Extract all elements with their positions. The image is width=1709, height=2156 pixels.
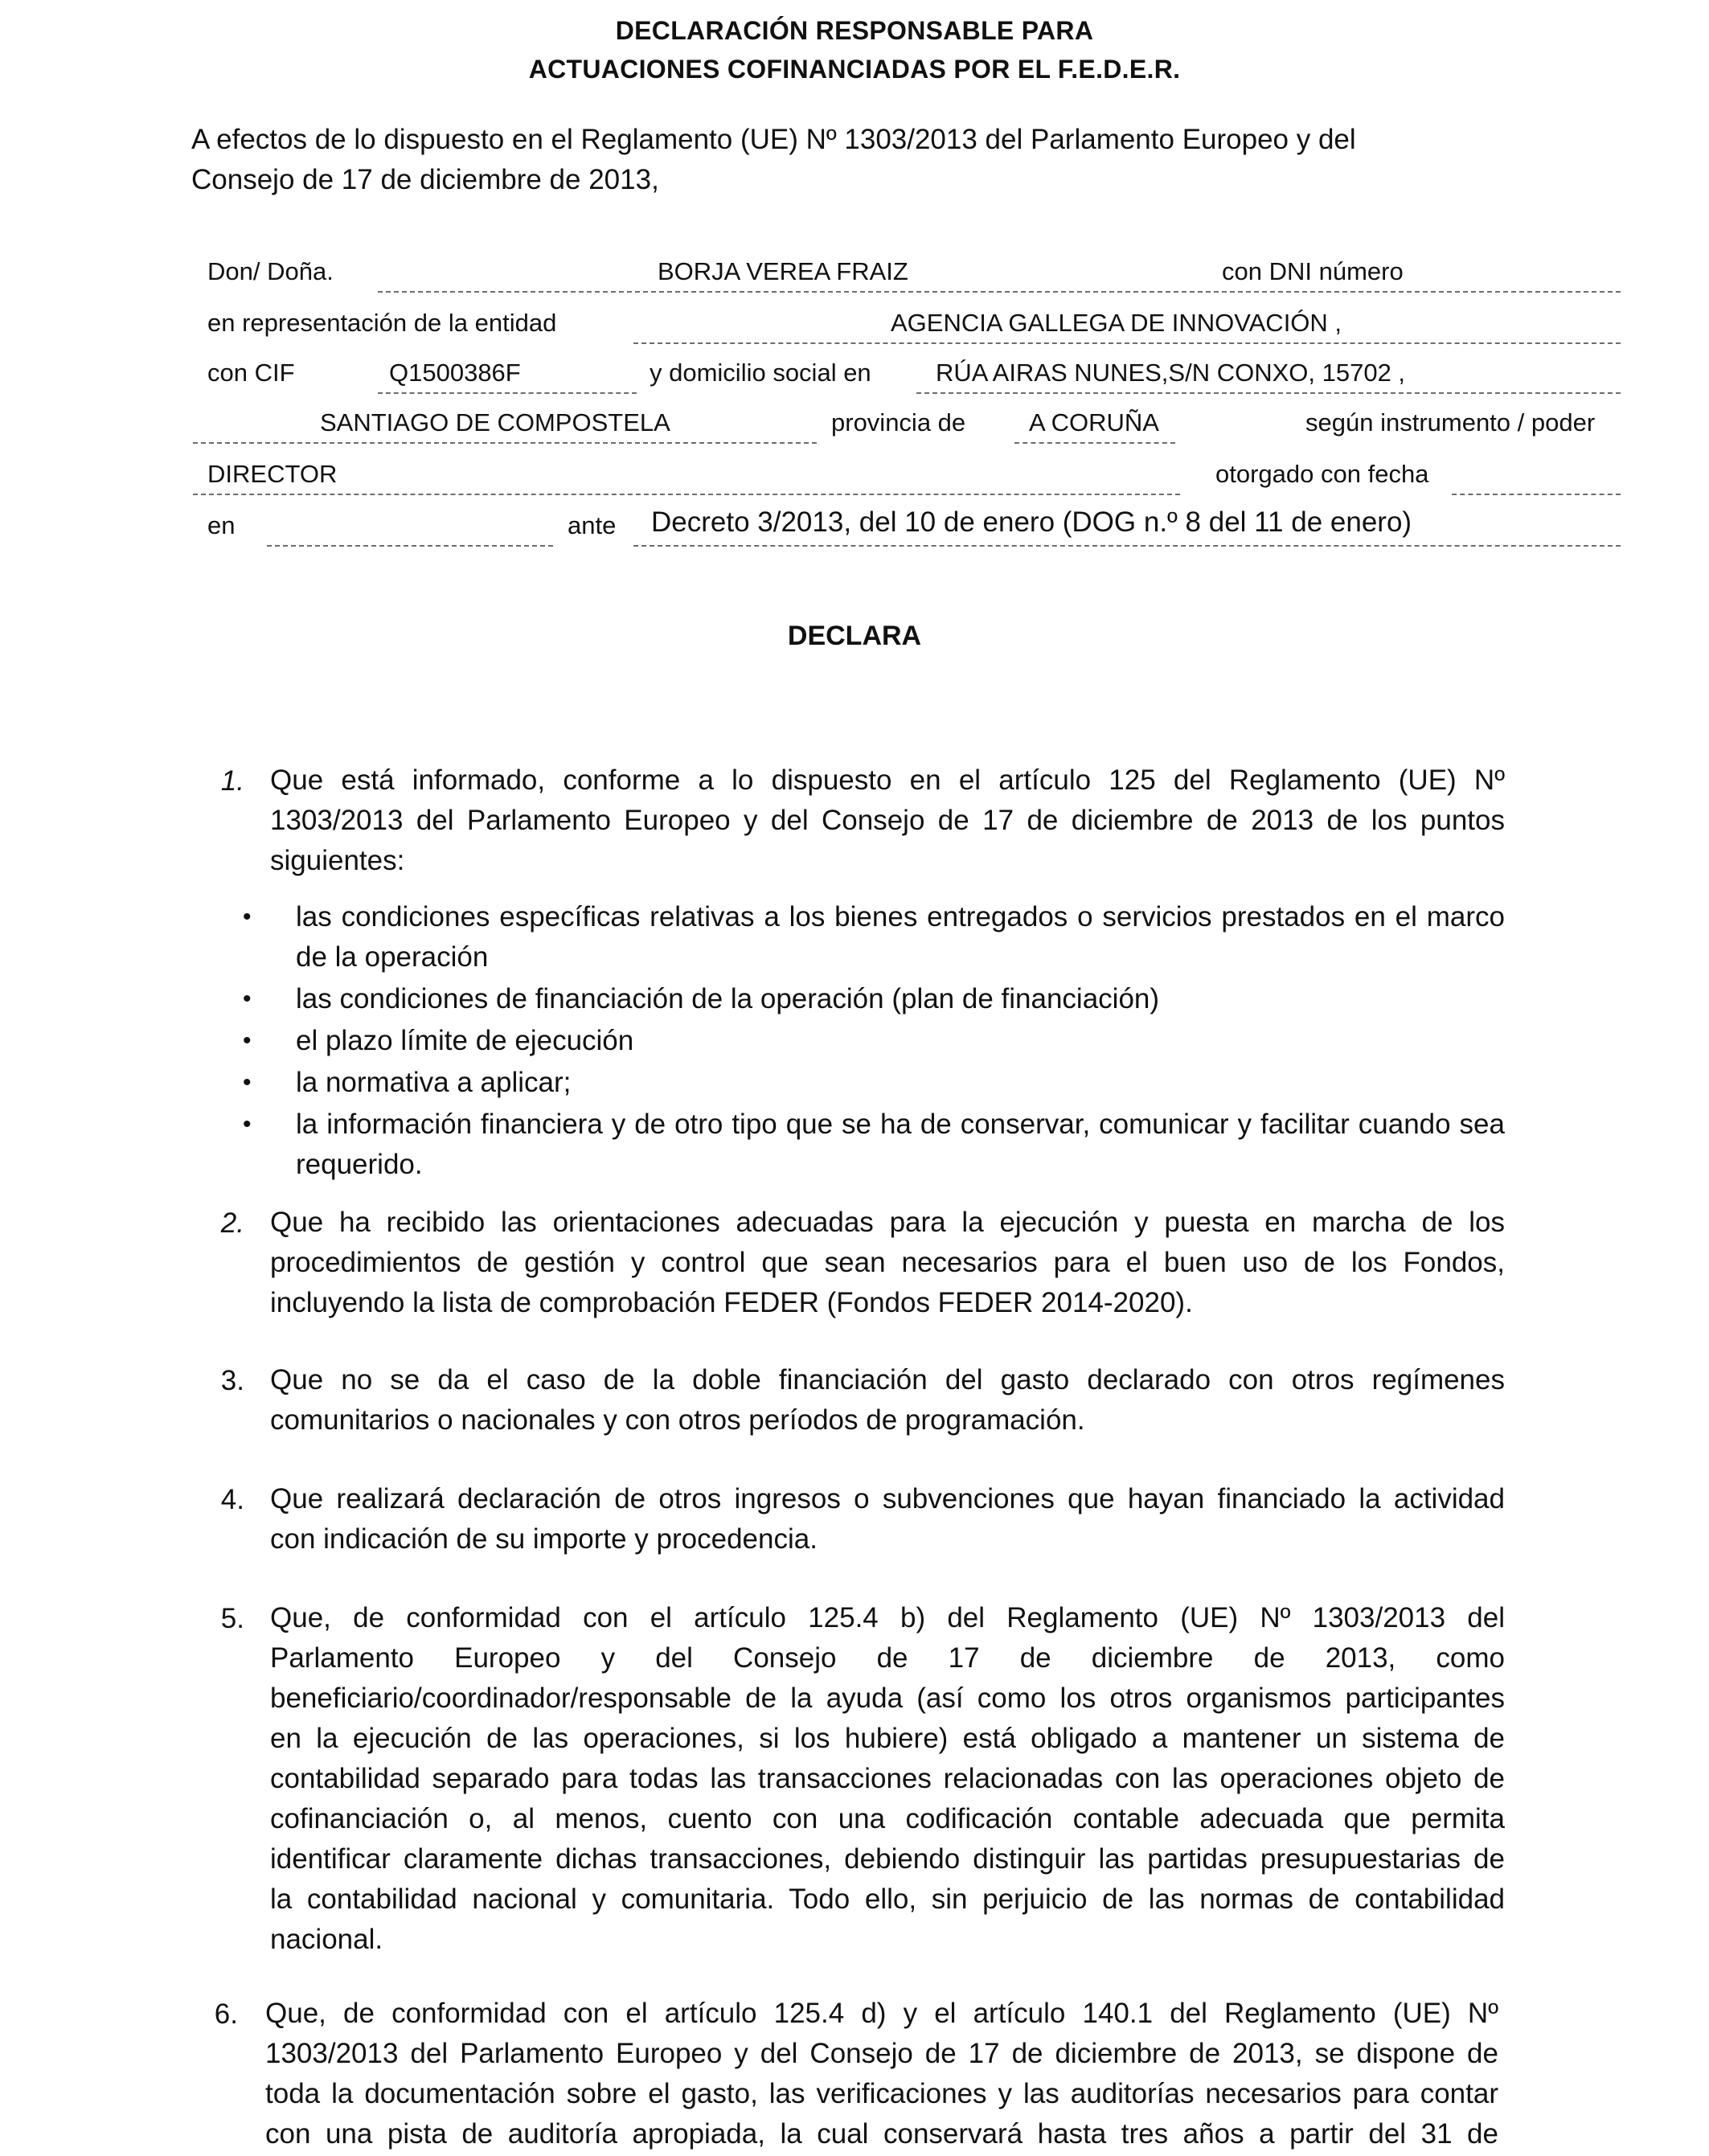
item-text-line: incluyendo la lista de comprobación FEDER (Fondos FEDER 2014-2020). xyxy=(270,1287,1193,1318)
bullet-item: las condiciones específicas relativas a los bienes entregados o servicios prestados en el marco de la operación xyxy=(296,901,1505,973)
item-number: 5. xyxy=(220,1603,244,1634)
city-underline xyxy=(193,442,817,444)
item-text-line: nacional. xyxy=(270,1924,383,1955)
item-text-line: cofinanciación o, al menos, cuento con una codificación contable adecuada que permita xyxy=(270,1803,1505,1834)
address-underline xyxy=(916,392,1621,394)
entity-underline xyxy=(633,342,1621,344)
item-text-line: Que está informado, conforme a lo dispuesto en el artículo 125 del Reglamento (UE) Nº xyxy=(270,764,1505,796)
declarant-name-field[interactable]: BORJA VEREA FRAIZ xyxy=(658,257,908,285)
item-text-line: la contabilidad nacional y comunitaria. Todo ello, sin perjuicio de las normas de contabilidad xyxy=(270,1883,1505,1915)
item-text-line: Que ha recibido las orientaciones adecuadas para la ejecución y puesta en marcha de los xyxy=(270,1207,1505,1238)
intro-line-1: A efectos de lo dispuesto en el Reglamento (UE) Nº 1303/2013 del Parlamento Europeo y del xyxy=(191,124,1356,155)
address-field[interactable]: RÚA AIRAS NUNES,S/N CONXO, 15702 , xyxy=(936,359,1406,387)
item-text-line: Parlamento Europeo y del Consejo de 17 de diciembre de 2013, como xyxy=(270,1642,1505,1674)
entity-field[interactable]: AGENCIA GALLEGA DE INNOVACIÓN , xyxy=(891,309,1342,337)
cif-field[interactable]: Q1500386F xyxy=(389,359,521,387)
place-underline[interactable] xyxy=(267,545,553,547)
item-text-line: 1303/2013 del Parlamento Europeo y del Consejo de 17 de diciembre de 2013 de los puntos xyxy=(270,805,1505,836)
granted-date-underline[interactable] xyxy=(1452,494,1621,495)
domicile-label: y domicilio social en xyxy=(650,359,871,387)
bullet-icon: • xyxy=(243,904,252,930)
province-field[interactable]: A CORUÑA xyxy=(1029,408,1159,437)
cif-label: con CIF xyxy=(207,359,295,387)
item-text-line: con una pista de auditoría apropiada, la cual conservará hasta tres años a partir del 31 de xyxy=(265,2118,1498,2150)
doc-title-line-2: ACTUACIONES COFINANCIADAS POR EL F.E.D.E.R. xyxy=(528,55,1181,84)
bullet-item: el plazo límite de ejecución xyxy=(296,1025,634,1056)
bullet-item: la información financiera y de otro tipo que se ha de conservar, comunicar y facilitar cuando sea requerido. xyxy=(296,1109,1505,1180)
decree-underline xyxy=(633,545,1621,547)
name-underline xyxy=(378,291,1621,293)
item-number: 4. xyxy=(220,1484,244,1515)
item-text-line: 1303/2013 del Parlamento Europeo y del Consejo de 17 de diciembre de 2013, se dispone de xyxy=(265,2038,1498,2069)
item-text-line: Que, de conformidad con el artículo 125.4 d) y el artículo 140.1 del Reglamento (UE) Nº xyxy=(265,1998,1498,2029)
province-underline xyxy=(1014,442,1175,444)
don-label: Don/ Doña. xyxy=(207,257,334,285)
doc-title-line-1: DECLARACIÓN RESPONSABLE PARA xyxy=(615,16,1094,45)
bullet-item: las condiciones de financiación de la operación (plan de financiación) xyxy=(296,983,1160,1014)
bullet-icon: • xyxy=(243,1111,252,1137)
item-number: 6. xyxy=(214,1998,238,2030)
item-text-line: con indicación de su importe y procedencia. xyxy=(270,1523,818,1555)
dni-label: con DNI número xyxy=(1222,257,1404,285)
declara-heading: DECLARA xyxy=(787,621,922,651)
en-label: en xyxy=(207,511,236,539)
item-text-line: comunitarios o nacionales y con otros períodos de programación. xyxy=(270,1404,1085,1436)
item-text-line: beneficiario/coordinador/responsable de la ayuda (así como los otros organismos participantes xyxy=(270,1683,1505,1714)
province-label: provincia de xyxy=(831,408,966,437)
city-field[interactable]: SANTIAGO DE COMPOSTELA xyxy=(320,408,670,437)
bullet-item: la normativa a aplicar; xyxy=(296,1067,572,1098)
bullet-icon: • xyxy=(243,986,252,1012)
position-underline xyxy=(193,494,1180,495)
item-number: 1. xyxy=(220,765,244,797)
item-number: 2. xyxy=(220,1207,244,1239)
item-text-line: procedimientos de gestión y control que sean necesarios para el buen uso de los Fondos, xyxy=(270,1247,1505,1278)
ante-label: ante xyxy=(568,511,617,539)
instrument-label: según instrumento / poder xyxy=(1305,408,1596,437)
item-text-line: toda la documentación sobre el gasto, las verificaciones y las auditorías necesarios para contar xyxy=(265,2078,1498,2109)
item-number: 3. xyxy=(220,1365,244,1396)
granted-date-label: otorgado con fecha xyxy=(1215,460,1429,488)
item-text-line: Que, de conformidad con el artículo 125.4 b) del Reglamento (UE) Nº 1303/2013 del xyxy=(270,1602,1505,1633)
item-text-line: siguientes: xyxy=(270,845,405,876)
item-text-line: en la ejecución de las operaciones, si los hubiere) está obligado a mantener un sistema de xyxy=(270,1723,1505,1754)
cif-underline xyxy=(378,392,637,394)
intro-line-2: Consejo de 17 de diciembre de 2013, xyxy=(191,164,659,195)
entity-label: en representación de la entidad xyxy=(207,309,557,337)
item-text-line: Que no se da el caso de la doble financiación del gasto declarado con otros regímenes xyxy=(270,1364,1505,1396)
item-text-line: contabilidad separado para todas las transacciones relacionadas con las operaciones objeto de xyxy=(270,1763,1505,1794)
position-field[interactable]: DIRECTOR xyxy=(207,460,338,488)
item-text-line: Que realizará declaración de otros ingresos o subvenciones que hayan financiado la actividad xyxy=(270,1483,1505,1515)
decree-field[interactable]: Decreto 3/2013, del 10 de enero (DOG n.º 8 del 11 de enero) xyxy=(651,506,1412,538)
bullet-icon: • xyxy=(243,1069,252,1096)
item-text-line: identificar claramente dichas transacciones, debiendo distinguir las partidas presupuestarias de xyxy=(270,1843,1505,1875)
bullet-icon: • xyxy=(243,1027,252,1054)
